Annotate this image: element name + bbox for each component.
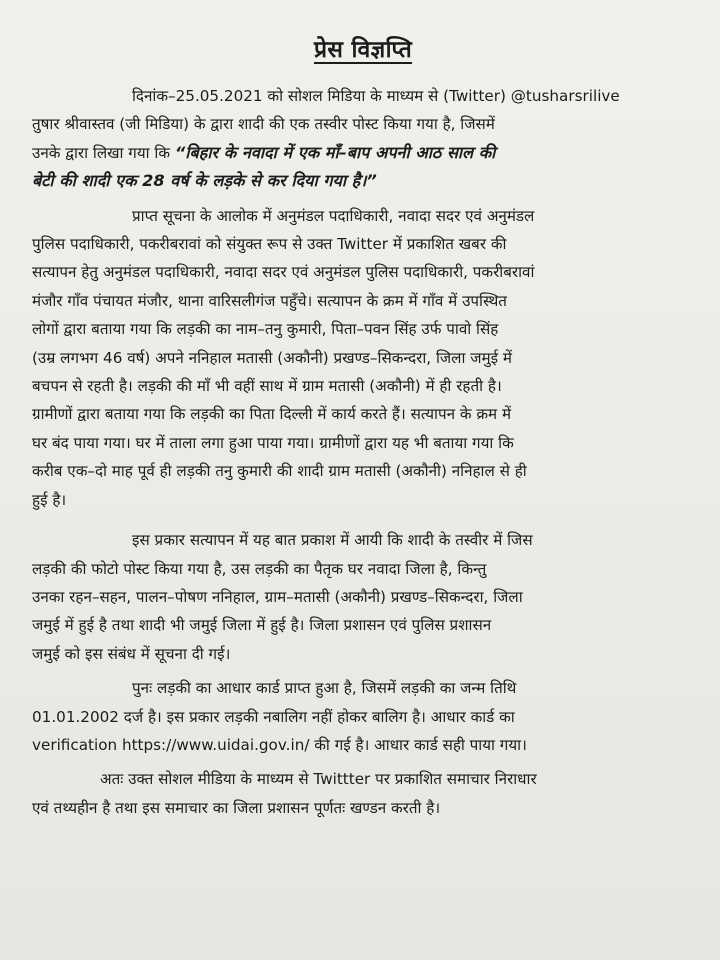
paragraph-3-line-2: लड़की की फोटो पोस्ट किया गया है, उस लड़की का पैतृक घर नवादा जिला है, किन्तु [32, 559, 487, 578]
paragraph-5-line-1: अतः उक्त सोशल मीडिया के माध्यम से Twittter पर प्रकाशित समाचार निराधार [100, 770, 537, 789]
quote-text-part-1: “बिहार के नवादा में एक माँ–बाप अपनी आठ साल की [174, 142, 496, 162]
paragraph-2-line-4: मंजौर गाँव पंचायत मंजौर, थाना वारिसलीगंज पहुँचे। सत्यापन के क्रम में गाँव में उपस्थित [32, 291, 507, 310]
paragraph-1-line-1: दिनांक–25.05.2021 को सोशल मिडिया के माध्यम से (Twitter) @tusharsrilive [132, 87, 620, 105]
paragraph-2-line-5: लोगों द्वारा बताया गया कि लड़की का नाम–तनु कुमारी, पिता–पवन सिंह उर्फ पावो सिंह [32, 320, 499, 339]
paragraph-2-line-11: हुई है। [32, 490, 67, 509]
paragraph-2-line-1: प्राप्त सूचना के आलोक में अनुमंडल पदाधिकारी, नवादा सदर एवं अनुमंडल [132, 206, 535, 225]
paragraph-3 [32, 526, 694, 668]
paragraph-1-line-2: तुषार श्रीवास्तव (जी मिडिया) के द्वारा शादी की एक तस्वीर पोस्ट किया गया है, जिसमें [32, 115, 495, 134]
paragraph-3-line-5: जमुई को इस संबंध में सूचना दी गई। [32, 644, 231, 663]
paragraph-2-line-6: (उम्र लगभग 46 वर्ष) अपने ननिहाल मतासी (अकौनी) प्रखण्ड–सिकन्दरा, जिला जमुई में [32, 348, 512, 367]
paragraph-2-line-7: बचपन से रहती है। लड़की की माँ भी वहीं साथ में ग्राम मतासी (अकौनी) में ही रहती है। [32, 377, 502, 396]
quote-intro: उनके द्वारा लिखा गया कि [32, 143, 175, 162]
paragraph-4-line-3: verification https://www.uidai.gov.in/ की गई है। आधार कार्ड सही पाया गया। [32, 735, 527, 754]
paragraph-2 [32, 202, 694, 514]
paragraph-4-line-2: 01.01.2002 दर्ज है। इस प्रकार लड़की नबालिग नहीं होकर बालिग है। आधार कार्ड का [32, 707, 515, 726]
paragraph-3-line-4: जमुई में हुई है तथा शादी भी जमुई जिला में हुई है। जिला प्रशासन एवं पुलिस प्रशासन [32, 616, 492, 635]
paragraph-2-line-3: सत्यापन हेतु अनुमंडल पदाधिकारी, नवादा सदर एवं अनुमंडल पुलिस पदाधिकारी, पकरीबरावां [32, 263, 535, 282]
paragraph-4-line-1: पुनः लड़की का आधार कार्ड प्राप्त हुआ है, जिसमें लड़की का जन्म तिथि [132, 679, 517, 698]
paragraph-2-line-9: घर बंद पाया गया। घर में ताला लगा हुआ पाया गया। ग्रामीणों द्वारा यह भी बताया गया कि [32, 433, 514, 452]
paragraph-1-line-3 [32, 139, 694, 167]
paragraph-2-line-10: करीब एक–दो माह पूर्व ही लड़की तनु कुमारी की शादी ग्राम मतासी (अकौनी) ननिहाल से ही [32, 462, 527, 481]
page-title: प्रेस विज्ञप्ति [313, 37, 413, 63]
paragraph-4 [32, 674, 694, 759]
paragraph-3-line-1: इस प्रकार सत्यापन में यह बात प्रकाश में आयी कि शादी के तस्वीर में जिस [132, 531, 533, 550]
paragraph-5 [32, 765, 694, 822]
paragraph-1 [32, 82, 694, 196]
paragraph-2-line-8: ग्रामीणों द्वारा बताया गया कि लड़की का पिता दिल्ली में कार्य करते हैं। सत्यापन के क्रम में [32, 405, 512, 424]
paragraph-5-line-2: एवं तथ्यहीन है तथा इस समाचार का जिला प्रशासन पूर्णतः खण्डन करती है। [32, 798, 441, 817]
paragraph-2-line-2: पुलिस पदाधिकारी, पकरीबरावां को संयुक्त रूप से उक्त Twitter में प्रकाशित खबर की [32, 235, 507, 254]
paragraph-3-line-3: उनका रहन–सहन, पालन–पोषण ननिहाल, ग्राम–मतासी (अकौनी) प्रखण्ड–सिकन्दरा, जिला [32, 587, 523, 606]
quote-text-part-2: बेटी की शादी एक 28 वर्ष के लड़के से कर दिया गया है।” [32, 171, 377, 191]
